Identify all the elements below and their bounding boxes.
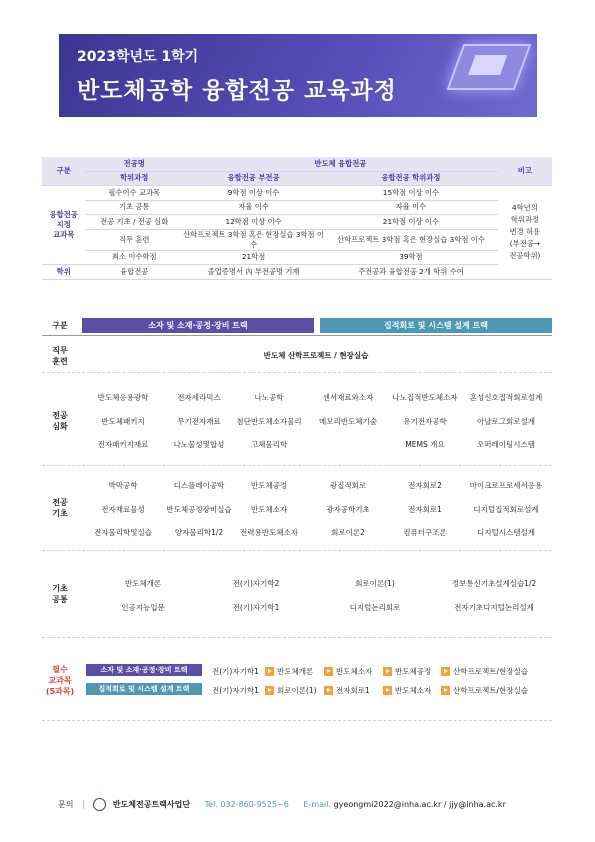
- arrow-icon: [265, 686, 274, 695]
- row-degree: 주전공과 융합전공 2개 학위 수여: [324, 265, 498, 280]
- requirements-table: [42, 157, 552, 280]
- required-course: 반도체공정: [395, 667, 432, 676]
- course-cell: 반도체패키지: [101, 417, 145, 426]
- th-track: 학위과정: [85, 171, 183, 186]
- row-label: 전공 기초 / 전공 심화: [85, 215, 183, 230]
- footer-org: 반도체전공트랙사업단: [112, 800, 191, 809]
- course-cell: 박막공학: [108, 481, 138, 490]
- row-degree: 산학프로젝트 3학점 혹은 현장실습 3학점 이수: [324, 229, 498, 250]
- course-cell: 전(기)자기학2: [232, 579, 280, 588]
- course-cell: 마이크로프로세서응용: [469, 481, 543, 490]
- course-cell: 나노물성및합성: [173, 440, 225, 449]
- arrow-icon: [383, 686, 392, 695]
- course-cell: 디스플레이공학: [173, 481, 225, 490]
- course-cell: 전자회로1: [408, 505, 442, 514]
- row-label: 직무 훈련: [85, 229, 183, 250]
- course-cell: 회로이론(1): [355, 579, 395, 588]
- course-cell: 디지털논리회로: [349, 603, 401, 612]
- track-gubun-label: 구분: [52, 321, 68, 330]
- required-course: 반도체소자: [336, 667, 373, 676]
- required-label: 필수 교과목 (5과목): [45, 665, 75, 696]
- row-degree: 자율 이수: [324, 200, 498, 215]
- course-cell: 고체물리학: [250, 440, 288, 449]
- course-cell: 전자재료물성: [101, 505, 145, 514]
- required-course: 산학프로젝트/현장실습: [453, 686, 528, 695]
- course-cell: 메모리반도체기술: [319, 417, 377, 426]
- arrow-icon: [265, 667, 274, 676]
- note-cell: 4학년의 학위과정 변경 허용 (부전공→ 전공학위): [498, 186, 552, 280]
- req-track1-tag: 소자 및 소재·공정·장비 트랙: [86, 664, 202, 676]
- th-degree: 융합전공 학위과정: [324, 171, 498, 186]
- course-cell: 광자공학기초: [326, 505, 370, 514]
- course-cell: 광집적회로: [329, 481, 367, 490]
- title-banner: [59, 34, 537, 117]
- required-course: 반도체개론: [277, 667, 314, 676]
- arrow-icon: [324, 686, 333, 695]
- banner-title: 반도체공학 융합전공 교육과정: [77, 78, 397, 104]
- course-cell: 반도체개론: [124, 579, 162, 588]
- footer-email-label: E-mail.: [303, 800, 332, 809]
- course-cell: 정보통신기초설계실습1/2: [451, 579, 537, 588]
- course-cell: 나노집적반도체소자: [392, 393, 458, 402]
- required-course: 전자회로1: [336, 686, 370, 695]
- basic-label: 전공 기초: [52, 498, 68, 518]
- required-course: 반도체소자: [395, 686, 432, 695]
- track1-header: 소자 및 소재·공정·장비 트랙: [82, 318, 314, 333]
- row-minor: 졸업증명서 內 부전공명 기재: [183, 265, 324, 280]
- required-course: 전(기)자기학1: [212, 686, 259, 695]
- footer: 문의 | 반도체전공트랙사업단 Tel. 032-860-9525~6 E-mail. gyeongmi2022@inha.ac.kr / jjy@inha.ac.kr: [58, 800, 506, 809]
- common-label: 기초 공통: [52, 584, 68, 604]
- arrow-icon: [383, 667, 392, 676]
- footer-inquiry: 문의: [58, 800, 74, 809]
- course-cell: 회로이론2: [331, 528, 365, 537]
- th-gubun: 구분: [42, 157, 85, 186]
- row-minor: 자율 이수: [183, 200, 324, 215]
- course-cell: 컴퓨터구조론: [403, 528, 447, 537]
- course-cell: 무기전자재료: [177, 417, 221, 426]
- th-major: 전공명: [85, 157, 183, 171]
- course-cell: 혼성신호집적회로설계: [469, 393, 543, 402]
- logo-icon: [93, 798, 106, 811]
- course-cell: 전자회로2: [408, 481, 442, 490]
- course-cell: 전자물리학및실습: [94, 528, 152, 537]
- course-cell: 전자패키지재료: [97, 440, 149, 449]
- required-course: 산학프로젝트/현장실습: [453, 667, 528, 676]
- course-cell: 반도체소자: [250, 505, 288, 514]
- th-minor: 융합전공 부전공: [183, 171, 324, 186]
- arrow-icon: [441, 686, 450, 695]
- course-cell: 나노공학: [254, 393, 284, 402]
- row-label: 필수이수 교과목: [85, 186, 183, 201]
- course-cell: 디지털시스템설계: [477, 528, 535, 537]
- adv-label: 전공 심화: [52, 411, 68, 431]
- req-track2-tag: 집적회로 및 시스템 설계 트랙: [86, 683, 202, 695]
- course-cell: 첨단반도체소자물리: [236, 417, 302, 426]
- degree-label: 학위: [42, 265, 85, 280]
- course-cell: 전(기)자기학1: [232, 603, 280, 612]
- job-text: 반도체 산학프로젝트 / 현장실습: [263, 351, 369, 360]
- course-cell: 센서재료와소자: [322, 393, 374, 402]
- course-cell: 반도체공정장비실습: [166, 505, 232, 514]
- footer-tel: 032-860-9525~6: [220, 800, 289, 809]
- group-label: 융합전공 지정 교과목: [42, 186, 85, 265]
- track2-header: 집적회로 및 시스템 설계 트랙: [320, 318, 552, 333]
- row-degree: 39학점: [324, 250, 498, 265]
- course-cell: 오퍼레이팅시스템: [477, 440, 535, 449]
- row-degree: 15학점 이상 이수: [324, 186, 498, 201]
- course-cell: 아날로그회로설계: [477, 417, 535, 426]
- job-label: 직무 훈련: [52, 346, 68, 366]
- course-cell: 디지털집적회로설계: [473, 505, 539, 514]
- course-cell: 전자기초디지털논리설계: [454, 603, 534, 612]
- course-cell: 양자물리학1/2: [174, 528, 224, 537]
- arrow-icon: [441, 667, 450, 676]
- required-course: 회로이론(1): [277, 686, 317, 695]
- row-label: 최소 이수학점: [85, 250, 183, 265]
- course-cell: 전력용반도체소자: [240, 528, 298, 537]
- footer-email: gyeongmi2022@inha.ac.kr / jjy@inha.ac.kr: [333, 800, 506, 809]
- course-cell: 반도체공정: [250, 481, 288, 490]
- footer-tel-label: Tel.: [204, 800, 218, 809]
- course-cell: 인공지능입문: [121, 603, 165, 612]
- row-degree: 21학점 이상 이수: [324, 215, 498, 230]
- course-cell: 전자세라믹스: [177, 393, 221, 402]
- chip-icon: [447, 44, 532, 90]
- th-semi: 반도체 융합전공: [183, 157, 498, 171]
- required-course: 전(기)자기학1: [212, 667, 259, 676]
- banner-subtitle: 2023학년도 1학기: [77, 49, 199, 65]
- th-note: 비고: [498, 157, 552, 186]
- row-label: 융합전공: [85, 265, 183, 280]
- row-minor: 21학점: [183, 250, 324, 265]
- row-minor: 12학점 이상 이수: [183, 215, 324, 230]
- row-minor: 산학프로젝트 3학점 혹은 현장실습 3학점 이수: [183, 229, 324, 249]
- course-cell: MEMS 개요: [405, 440, 445, 449]
- row-minor: 9학점 이상 이수: [183, 186, 324, 201]
- row-label: 기초 공통: [85, 200, 183, 215]
- course-cell: 반도체응용광학: [97, 393, 149, 402]
- course-cell: 유기전자공학: [403, 417, 447, 426]
- arrow-icon: [324, 667, 333, 676]
